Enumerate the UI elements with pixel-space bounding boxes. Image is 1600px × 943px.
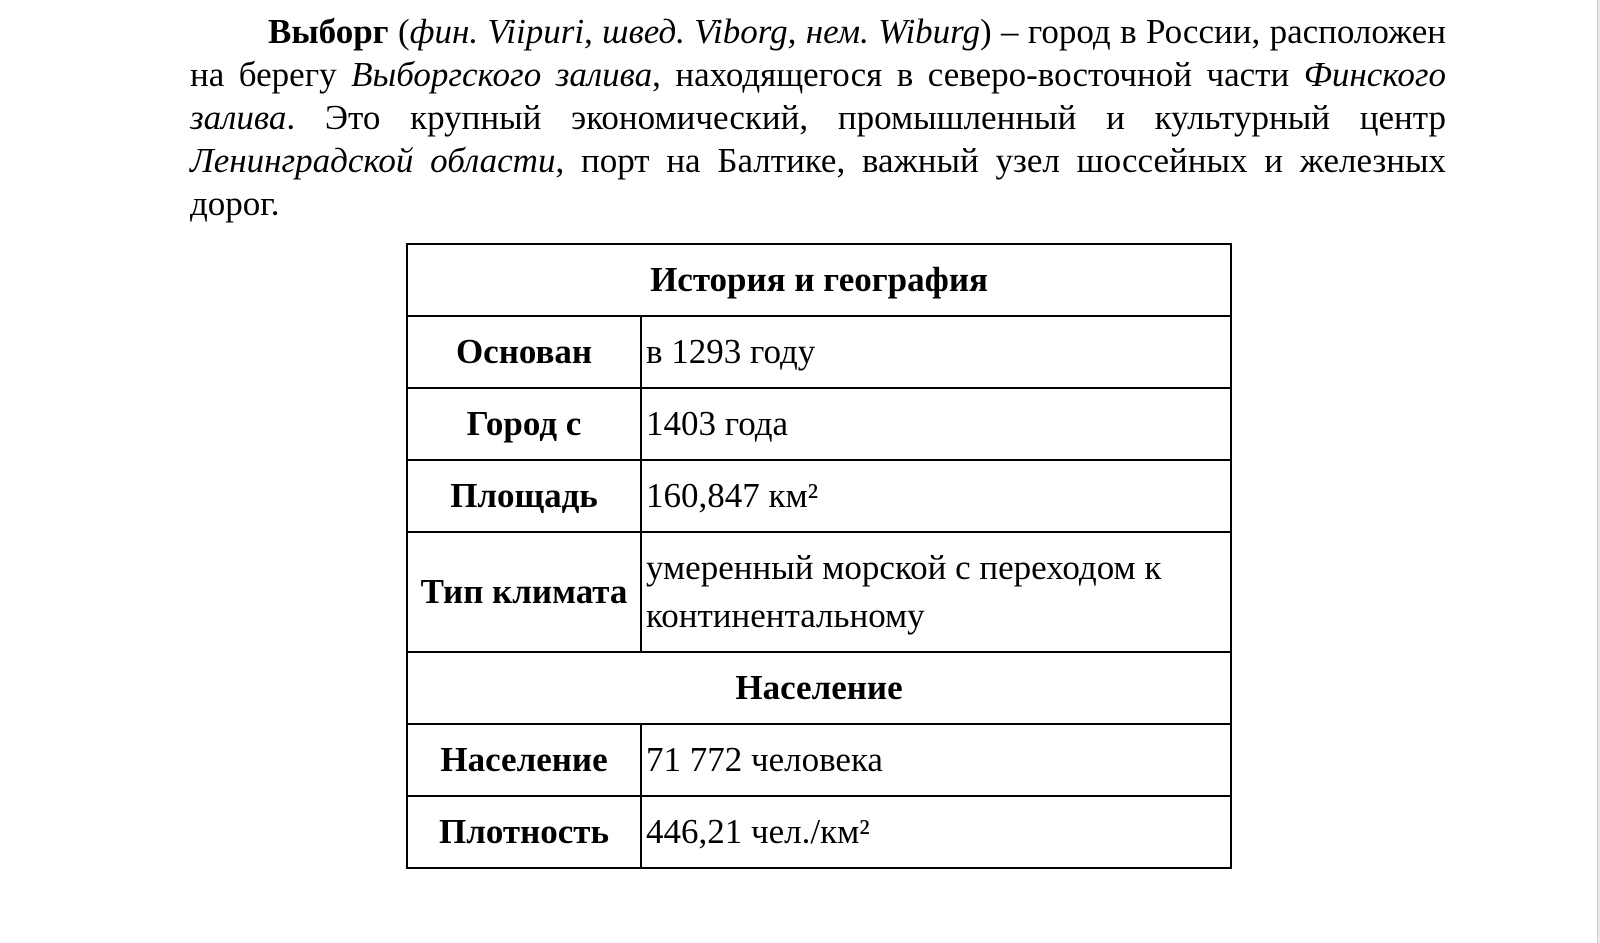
paragraph-text-4: , порт на Балтике, важный узел шоссейных и железных дорог.	[190, 141, 1447, 223]
paragraph-text-3: . Это крупный экономический, промышленный и культурный центр	[286, 98, 1446, 137]
table-row-density	[407, 796, 1231, 868]
density-value: 446,21 чел./км²	[641, 796, 1231, 868]
table-row-area	[407, 460, 1231, 532]
table-row-climate	[407, 532, 1231, 652]
founded-value: в 1293 году	[641, 316, 1231, 388]
area-value: 160,847 км²	[641, 460, 1231, 532]
region-name: Ленинградской области	[190, 141, 556, 180]
climate-value: умеренный морской с переходом к континентальному	[641, 532, 1231, 652]
table-row-population	[407, 724, 1231, 796]
section-heading-history: История и география	[407, 244, 1231, 316]
foreign-names: фин. Viipuri, швед. Viborg, нем. Wiburg	[409, 12, 980, 51]
city-since-value: 1403 года	[641, 388, 1231, 460]
city-name: Выборг	[268, 12, 389, 51]
paragraph-text-2: , находящегося в северо-восточной части	[652, 55, 1304, 94]
population-value: 71 772 человека	[641, 724, 1231, 796]
area-label: Площадь	[407, 460, 641, 532]
intro-paragraph	[190, 10, 1446, 225]
founded-label: Основан	[407, 316, 641, 388]
section-heading-population: Население	[407, 652, 1231, 724]
vyborg-gulf: Выборгского залива	[351, 55, 653, 94]
table-row-founded	[407, 316, 1231, 388]
density-label: Плотность	[407, 796, 641, 868]
open-paren: (	[388, 12, 410, 51]
table-row-city-since	[407, 388, 1231, 460]
section-row-population	[407, 652, 1231, 724]
city-since-label: Город с	[407, 388, 641, 460]
climate-label: Тип климата	[407, 532, 641, 652]
section-row-history	[407, 244, 1231, 316]
finland-gulf: Финского залива	[190, 55, 1446, 137]
population-label: Население	[407, 724, 641, 796]
paragraph-text-1: ) – город в России, расположен на берегу	[190, 12, 1447, 94]
info-table	[406, 243, 1232, 869]
